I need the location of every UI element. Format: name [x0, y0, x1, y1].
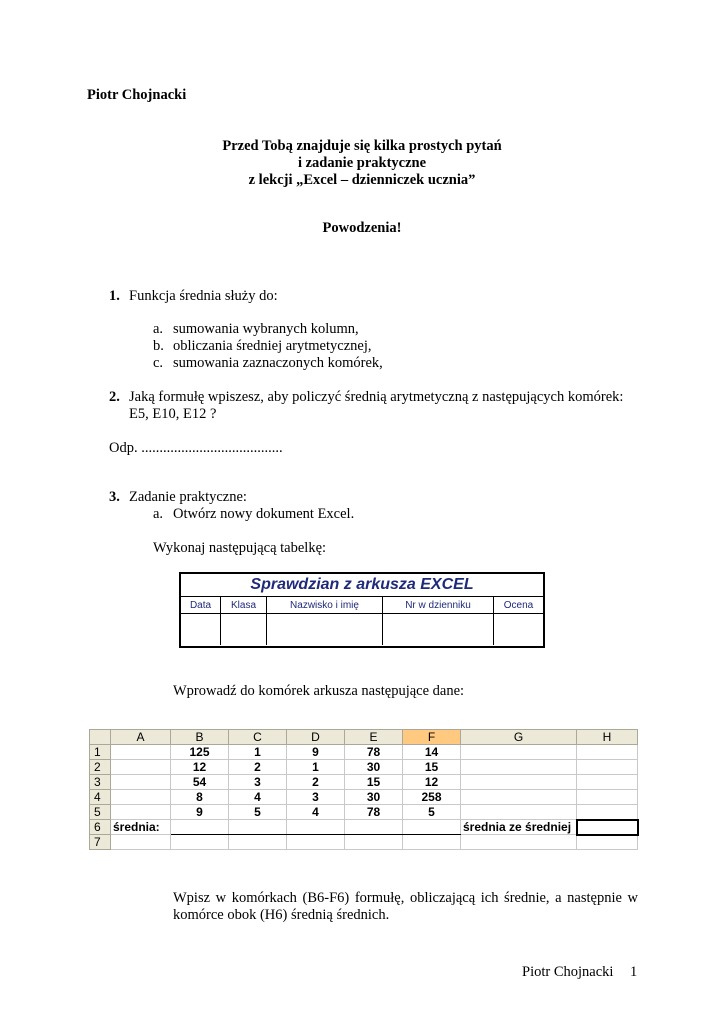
spreadsheet-screenshot [89, 729, 637, 859]
q2-number: 2. [109, 389, 120, 405]
cell: 5 [403, 805, 461, 820]
table-row [90, 835, 638, 850]
column-header-a: A [111, 730, 171, 745]
q1-option-b: obliczania średniej arytmetycznej, [173, 338, 372, 354]
cell [111, 760, 171, 775]
cell: 1 [229, 745, 287, 760]
intro-line-3: z lekcji „Excel – dzienniczek ucznia” [248, 172, 476, 188]
cell [461, 805, 577, 820]
cell: 12 [171, 760, 229, 775]
cell [111, 745, 171, 760]
q1-number: 1. [109, 288, 120, 304]
cell [171, 835, 229, 850]
q1-text: Funkcja średnia służy do: [129, 288, 278, 304]
q1-option-c-letter: c. [153, 355, 164, 371]
cell: 8 [171, 790, 229, 805]
column-header-h: H [577, 730, 638, 745]
corner-cell [90, 730, 111, 745]
cell: 4 [229, 790, 287, 805]
header-cell-klasa: Klasa [221, 597, 267, 614]
cell: 30 [345, 790, 403, 805]
q3-text: Zadanie praktyczne: [129, 489, 247, 505]
row-header: 6 [90, 820, 111, 835]
cell: 5 [229, 805, 287, 820]
column-header-f: F [403, 730, 461, 745]
column-header-d: D [287, 730, 345, 745]
cell [111, 805, 171, 820]
final-instruction-line2: komórce obok (H6) średnią średnich. [173, 907, 390, 923]
cell [461, 790, 577, 805]
q3-a-text: Otwórz nowy dokument Excel. [173, 506, 355, 522]
cell: 2 [287, 775, 345, 790]
cell [403, 835, 461, 850]
cell: 15 [345, 775, 403, 790]
q2-text-line2: E5, E10, E12 ? [129, 406, 217, 422]
column-header-c: C [229, 730, 287, 745]
cell [403, 820, 461, 835]
q3-a-letter: a. [153, 506, 164, 522]
empty-cell [494, 614, 543, 645]
cell: 1 [287, 760, 345, 775]
column-header-e: E [345, 730, 403, 745]
cell: 54 [171, 775, 229, 790]
greeting: Powodzenia! [322, 220, 402, 236]
table-row [90, 820, 638, 835]
answer-line: Odp. ....................................... [109, 440, 283, 456]
intro-line-2: i zadanie praktyczne [297, 155, 427, 171]
table-row [90, 760, 638, 775]
cell: 125 [171, 745, 229, 760]
q2-text-line1: Jaką formułę wpiszesz, aby policzyć średnią arytmetyczną z następujących komórek: [129, 389, 624, 405]
table-row [90, 745, 638, 760]
row-header: 7 [90, 835, 111, 850]
cell [577, 760, 638, 775]
average-label-cell: średnia: [111, 820, 171, 835]
cell [577, 745, 638, 760]
cell [577, 775, 638, 790]
column-header-g: G [461, 730, 577, 745]
cell: 14 [403, 745, 461, 760]
cell [171, 820, 229, 835]
cell [461, 775, 577, 790]
cell [111, 775, 171, 790]
test-header-title: Sprawdzian z arkusza EXCEL [181, 574, 543, 597]
q3-number: 3. [109, 489, 120, 505]
cell [577, 790, 638, 805]
q3-instruction-data: Wprowadź do komórek arkusza następujące dane: [173, 683, 465, 699]
cell [229, 820, 287, 835]
q1-option-a-letter: a. [153, 321, 164, 337]
cell [111, 835, 171, 850]
cell [461, 760, 577, 775]
cell: 3 [229, 775, 287, 790]
q1-option-b-letter: b. [153, 338, 164, 354]
table-row [90, 790, 638, 805]
average-of-averages-label: średnia ze średniej [461, 820, 577, 835]
q1-option-a: sumowania wybranych kolumn, [173, 321, 359, 337]
page-number: 1 [630, 964, 638, 980]
cell: 258 [403, 790, 461, 805]
cell [461, 835, 577, 850]
header-cell-nazwisko: Nazwisko i imię [267, 597, 383, 614]
row-header: 5 [90, 805, 111, 820]
cell: 30 [345, 760, 403, 775]
header-cell-nr: Nr w dzienniku [383, 597, 494, 614]
empty-cell [267, 614, 383, 645]
test-header-table [179, 572, 545, 648]
cell [287, 820, 345, 835]
cell: 78 [345, 805, 403, 820]
table-row [90, 775, 638, 790]
cell [287, 835, 345, 850]
intro-line-1: Przed Tobą znajduje się kilka prostych pytań [222, 138, 502, 154]
cell: 78 [345, 745, 403, 760]
q1-option-c: sumowania zaznaczonych komórek, [173, 355, 383, 371]
table-row [90, 805, 638, 820]
cell [577, 805, 638, 820]
row-header: 3 [90, 775, 111, 790]
cell [345, 835, 403, 850]
header-cell-ocena: Ocena [494, 597, 543, 614]
empty-cell [383, 614, 494, 645]
cell: 12 [403, 775, 461, 790]
empty-cell [181, 614, 221, 645]
cell: 9 [287, 745, 345, 760]
cell: 9 [171, 805, 229, 820]
column-header-b: B [171, 730, 229, 745]
selected-cell-h6 [577, 820, 638, 835]
q3-instruction-table: Wykonaj następującą tabelkę: [153, 540, 327, 556]
cell [111, 790, 171, 805]
footer-author: Piotr Chojnacki [522, 964, 614, 980]
empty-cell [221, 614, 267, 645]
cell: 15 [403, 760, 461, 775]
cell [461, 745, 577, 760]
cell [345, 820, 403, 835]
cell: 2 [229, 760, 287, 775]
row-header: 1 [90, 745, 111, 760]
cell: 3 [287, 790, 345, 805]
row-header: 4 [90, 790, 111, 805]
author-name: Piotr Chojnacki [87, 87, 187, 103]
row-header: 2 [90, 760, 111, 775]
cell [577, 835, 638, 850]
header-cell-data: Data [181, 597, 221, 614]
final-instruction-line1: Wpisz w komórkach (B6-F6) formułę, obliczającą ich średnie, a następnie w [173, 890, 638, 906]
cell: 4 [287, 805, 345, 820]
cell [229, 835, 287, 850]
column-header-row [90, 730, 638, 745]
